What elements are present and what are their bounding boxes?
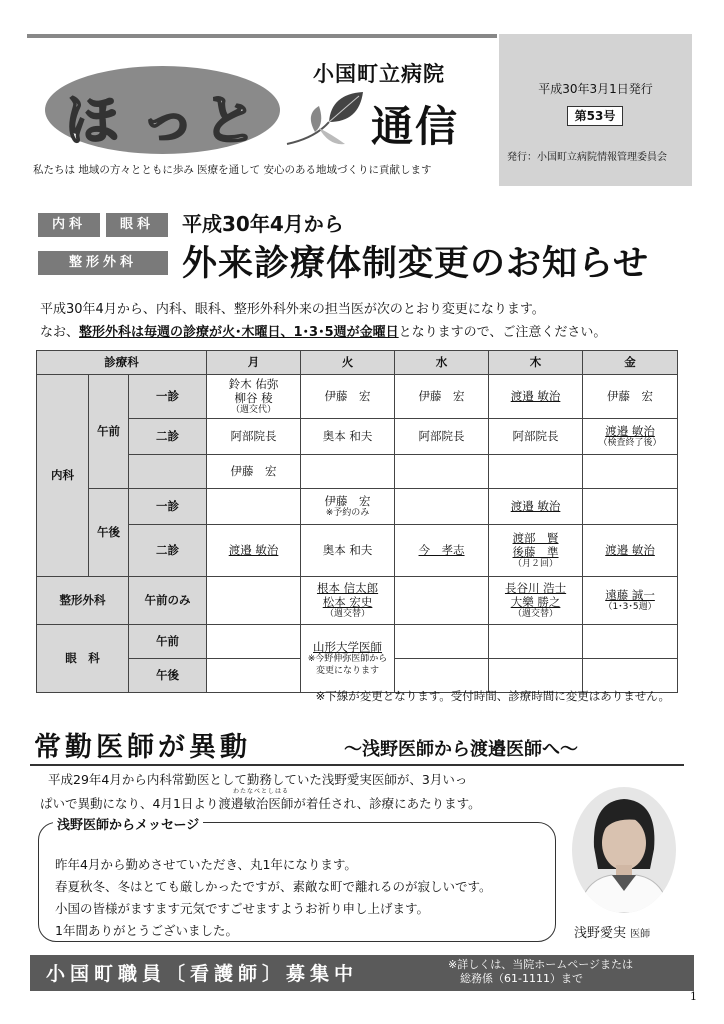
logo-char-ho: ほ [65,89,119,152]
message-line: 1年間ありがとうございました。 [55,923,238,938]
eye-pm: 午後 [129,659,207,693]
section-divider [30,764,684,766]
header-fri: 金 [583,351,678,375]
intro-underlined: 整形外科は毎週の診療が火･木曜日、1･3･5週が金曜日 [79,325,399,340]
cell: 今 孝志 [395,525,489,577]
recruit-banner [30,955,694,991]
newsletter-word: 通信 [371,102,460,151]
cell: 阿部院長 [395,419,489,455]
slot-second: 二診 [129,525,207,577]
cell [489,525,583,577]
issue-number: 第53号 [567,106,623,126]
doctor: 後藤 準 [512,544,559,559]
message-title: 浅野医師からメッセージ [53,814,203,833]
recruit-note-line2: 総務係（61-1111）まで [460,972,583,985]
doctor: 鈴木 佑弥 [228,376,279,391]
doctor: 遠藤 誠一 [605,587,655,602]
doctor: 渡部 賢 [512,530,559,545]
recruit-note-line1: ※詳しくは、当院ホームページまたは [448,958,633,971]
table-row [37,625,678,659]
cell: 渡邉 敏治 [207,525,301,577]
cell [301,455,395,489]
slot-empty [129,455,207,489]
transfer-title: 常勤医師が異動 [34,732,251,763]
intro-line1: 平成30年4月から、内科、眼科、整形外科外来の担当医が次のとおり変更になります。 [40,302,545,317]
doctor-name-text: 浅野愛実 [574,926,627,941]
cell [207,375,301,419]
transfer-subtitle: ～浅野医師から渡邉医師へ～ [344,739,578,760]
cell [583,489,678,525]
table-header-row [37,351,678,375]
header-thu: 木 [489,351,583,375]
masthead-right [499,34,692,186]
doctor: 大樂 勝之 [510,594,561,609]
doctor: 山形大学医師 [313,640,383,655]
pm-label: 午後 [89,489,129,577]
dept-eye: 眼 科 [37,625,129,693]
doctor: 柳谷 稜 [234,390,273,405]
cell: 渡邉 敏治 [489,489,583,525]
cell: 渡邉 敏治 [489,375,583,419]
tag-internal: 内科 [38,213,100,237]
cell: 伊藤 宏 [301,375,395,419]
doctor: 渡邉 敏治 [605,423,655,438]
cell: 伊藤 宏 [395,375,489,419]
note: 変更になります [316,665,380,676]
intro-line2 [40,321,606,340]
doctor: 根本 信太郎 [316,580,379,595]
cell [301,489,395,525]
publisher: 発行：小国町立病院情報管理委員会 [507,152,667,163]
table-row [37,375,678,419]
slot-second: 二診 [129,419,207,455]
header-dept: 診療科 [37,351,207,375]
logo-char-tsu: っ [141,89,195,152]
motto: 私たちは 地域の方々とともに歩み 医療を通して 安心のある地域づくりに貢献します [33,164,432,176]
table-row [37,577,678,625]
table-row [37,419,678,455]
cell: 伊藤 宏 [207,455,301,489]
dept-internal: 内科 [37,375,89,577]
header-mon: 月 [207,351,301,375]
message-line: 昨年4月から勤めさせていただき、丸1年になります。 [55,857,357,872]
cell: 渡邉 敏治 [583,525,678,577]
cell [395,577,489,625]
header-tue: 火 [301,351,395,375]
cell [489,625,583,659]
table-footnote: ※下線が変更となります。受付時間、診療時間に変更はありません。 [315,689,670,703]
page-number: 1 [690,990,697,1003]
leaf-icon [285,88,367,148]
note: ※今野伸弥医師から [307,654,388,665]
transfer-body-line1: 平成29年4月から内科常勤医として勤務していた浅野愛実医師が、3月いっ [48,772,468,787]
recruit-note [448,958,633,986]
am-label: 午前 [89,375,129,489]
note: （週交代） [231,405,277,416]
recruit-text: 小国町職員〔看護師〕募集中 [46,963,359,985]
note: （検査終了後） [598,438,662,449]
cell [489,577,583,625]
cell [207,659,301,693]
transfer-body-line2: ぱいで異動になり、4月1日より渡邉敏治医師が着任され、診療にあたります。 [40,796,481,811]
note: （週交替） [325,609,371,620]
ruby-watanabe: わたなべとしはる [233,788,290,795]
doctor-portrait [572,787,676,913]
cell [207,489,301,525]
intro-pre: なお、 [40,325,80,340]
doctor: 長谷川 浩士 [504,580,567,595]
cell [395,625,489,659]
cell [583,625,678,659]
table-row [37,525,678,577]
note: （1･3･5週） [603,602,657,613]
cell [395,489,489,525]
notice-title-date: 平成30年4月から [182,212,344,236]
masthead-left [27,34,497,186]
tag-ortho: 整形外科 [38,251,168,275]
ortho-time: 午前のみ [129,577,207,625]
intro-post: となりますので、ご注意ください。 [398,325,607,340]
tag-eye: 眼科 [106,213,168,237]
cell [301,625,395,693]
cell [207,625,301,659]
schedule-table [36,350,678,693]
cell [301,577,395,625]
table-row [37,455,678,489]
cell [489,455,583,489]
doctor: 伊藤 宏 [324,493,371,508]
cell [583,577,678,625]
cell: 奥本 和夫 [301,419,395,455]
slot-first: 一診 [129,489,207,525]
message-box [38,818,556,942]
table-row [37,489,678,525]
note: ※予約のみ [325,508,370,519]
cell [395,455,489,489]
hotto-logo [45,66,280,154]
cell [583,455,678,489]
cell: 伊藤 宏 [583,375,678,419]
issue-date: 平成30年3月1日発行 [538,82,653,96]
notice-title: 外来診療体制変更のお知らせ [182,244,649,284]
note: （週交替） [513,609,559,620]
cell: 奥本 和夫 [301,525,395,577]
cell: 阿部院長 [489,419,583,455]
masthead [27,34,692,186]
logo-char-to: と [203,89,257,152]
doctor-role: 医師 [630,929,651,940]
eye-am: 午前 [129,625,207,659]
doctor: 松本 宏史 [322,594,373,609]
cell [207,577,301,625]
note: （月２回） [513,559,559,570]
dept-ortho: 整形外科 [37,577,129,625]
cell: 阿部院長 [207,419,301,455]
message-line: 小国の皆様がますます元気ですごせますようお祈り申し上げます。 [55,901,430,916]
message-line: 春夏秋冬、冬はとても厳しかったですが、素敵な町で離れるのが寂しいです。 [55,879,492,894]
slot-first: 一診 [129,375,207,419]
hospital-name: 小国町立病院 [313,62,445,86]
doctor-name [574,922,650,941]
cell [583,419,678,455]
header-wed: 水 [395,351,489,375]
